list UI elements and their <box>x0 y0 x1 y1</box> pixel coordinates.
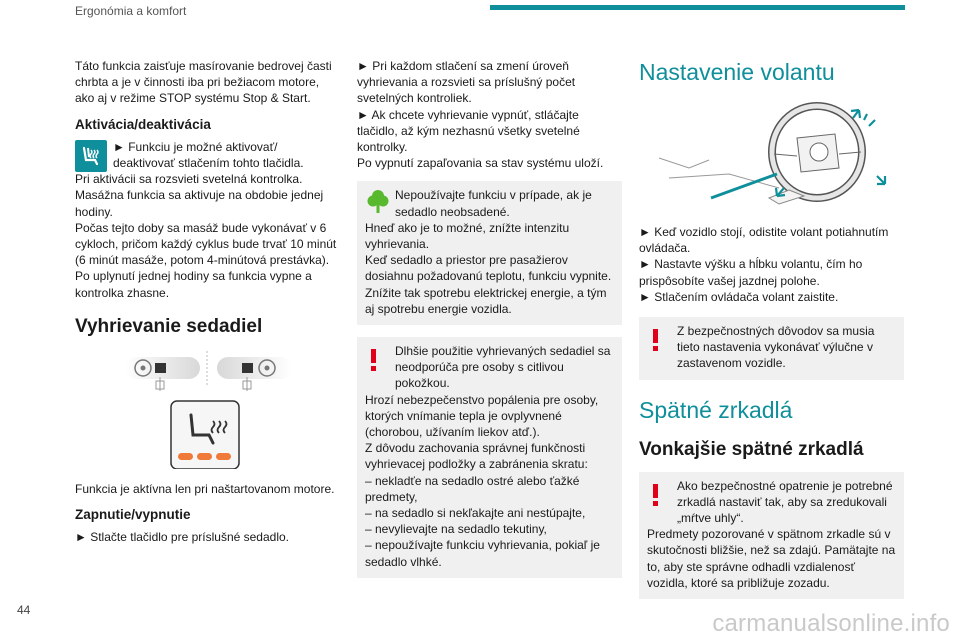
wheel-step-2: ► Nastavte výšku a hĺbku volantu, čím ho prispôsobíte vašej jazdnej polohe. <box>639 257 863 288</box>
heading-outer-mirrors: Vonkajšie spätné zrkadlá <box>639 438 864 460</box>
warning-icon <box>653 484 658 506</box>
heating-active-text: Funkcia je aktívna len pri naštartovanom motore. <box>75 481 335 496</box>
wheel-step-3: ► Stlačením ovládača volant zaistite. <box>639 289 839 304</box>
warning-box-wheel <box>639 317 904 380</box>
warn-lead: Dlhšie použitie vyhrievaných sedadiel sa neodporúča pre osoby s citlivou pokožkou. <box>395 344 611 391</box>
column-middle <box>357 58 622 578</box>
warn-p2: Z dôvodu zachovania správnej funkčnosti vyhrievacej podložky a zabránenia skratu: <box>365 441 588 472</box>
heading-steering-wheel: Nastavenie volantu <box>639 59 835 85</box>
warn-list-3: – nevylievajte na sedadlo tekutiny, <box>365 522 547 537</box>
eco-p1: Hneď ako je to možné, znížte intenzitu vyhrievania. <box>365 220 570 252</box>
activation-text: ► Funkciu je možné aktivovať/ deaktivovať stlačením tohto tlačidla. <box>113 139 304 171</box>
eco-lead: Nepoužívajte funkciu v prípade, ak je sedadlo neobsadené. <box>395 188 592 219</box>
warning-box-mirrors <box>639 472 904 599</box>
header-title: Ergonómia a komfort <box>75 4 187 18</box>
page-number: 44 <box>17 603 31 617</box>
heating-step-2: ► Ak chcete vyhrievanie vypnúť, stláčajte tlačidlo, až kým nezhasnú všetky svetelné kontrolky. <box>357 107 580 155</box>
warn-list-4: – nepoužívajte funkciu vyhrievania, pokiaľ je sedadlo vlhké. <box>365 538 600 569</box>
warning-icon <box>653 329 658 351</box>
seat-heating-illustration <box>75 349 340 469</box>
mirrors-warning-p: Predmety pozorované v spätnom zrkadle sú v skutočnosti bližšie, než sa zdajú. Pamätajte na to, aby ste správne odhadli vzdialenosť vozidla, ktoré sa približuje zozadu. <box>647 527 896 590</box>
column-right <box>639 58 904 599</box>
heating-state-saved: Po vypnutí zapaľovania sa stav systému uloží. <box>357 156 604 171</box>
activation-p1: Pri aktivácii sa rozsvieti svetelná kontrolka. <box>75 172 303 187</box>
activation-row <box>75 139 340 171</box>
header-accent-bar <box>490 5 905 10</box>
activation-p4: Po uplynutí jednej hodiny sa funkcia vypne a kontrolka zhasne. <box>75 269 312 300</box>
wheel-warning: Z bezpečnostných dôvodov sa musia tieto nastavenia vykonávať výlučne v zastavenom vozidle. <box>677 324 875 371</box>
mirrors-warning-lead: Ako bezpečnostné opatrenie je potrebné zrkadlá nastaviť tak, aby sa zredukovali „mŕtve uhly“. <box>677 478 893 526</box>
activation-p2: Masážna funkcia sa aktivuje na obdobie jednej hodiny. <box>75 188 324 219</box>
steering-wheel-illustration <box>639 98 904 210</box>
watermark: carmanualsonline.info <box>712 610 950 637</box>
massage-intro: Táto funkcia zaisťuje masírovanie bedrovej časti chrbta a je v činnosti iba pri bežiacom motore, ako aj v režime STOP systému Stop & Start. <box>75 59 332 106</box>
warn-list-2: – na sedadlo si nekľakajte ani nestúpajte, <box>365 506 586 521</box>
heating-step-1: ► Pri každom stlačení sa zmení úroveň vyhrievania a rozsvieti sa príslušný počet svetelných kontroliek. <box>357 59 576 106</box>
heading-seat-heating: Vyhrievanie sedadiel <box>75 315 263 337</box>
heading-onoff: Zapnutie/vypnutie <box>75 507 191 523</box>
warning-box-heating <box>357 337 622 578</box>
heading-mirrors: Spätné zrkadlá <box>639 396 793 423</box>
massage-button-icon <box>75 140 107 172</box>
warning-icon <box>371 349 376 371</box>
onoff-text: ► Stlačte tlačidlo pre príslušné sedadlo. <box>75 530 289 545</box>
warn-p1: Hrozí nebezpečenstvo popálenia pre osoby, ktorých vnímanie tepla je ovplyvnené (chorobou, užívaním liekov atď.). <box>365 392 599 440</box>
column-left <box>75 58 340 545</box>
eco-p2: Keď sedadlo a priestor pre pasažierov dosiahnu požadovanú teplotu, funkciu vypnite. Znížite tak spotrebu elektrickej energie, a tým aj spotrebu energie vozidla. <box>365 253 612 316</box>
heading-activation: Aktivácia/deaktivácia <box>75 116 211 132</box>
warn-list-1: – nekladťe na sedadlo ostré alebo ťažké predmety, <box>365 473 580 504</box>
eco-note-box <box>357 181 622 325</box>
activation-p3: Počas tejto doby sa masáž bude vykonávať v 6 cykloch, pričom každý cyklus bude trvať 10 minút (6 minút masáže, potom 4-minútová prestávka). <box>75 220 337 268</box>
wheel-step-1: ► Keď vozidlo stojí, odistite volant potiahnutím ovládača. <box>639 225 889 256</box>
eco-tree-icon <box>367 189 389 219</box>
